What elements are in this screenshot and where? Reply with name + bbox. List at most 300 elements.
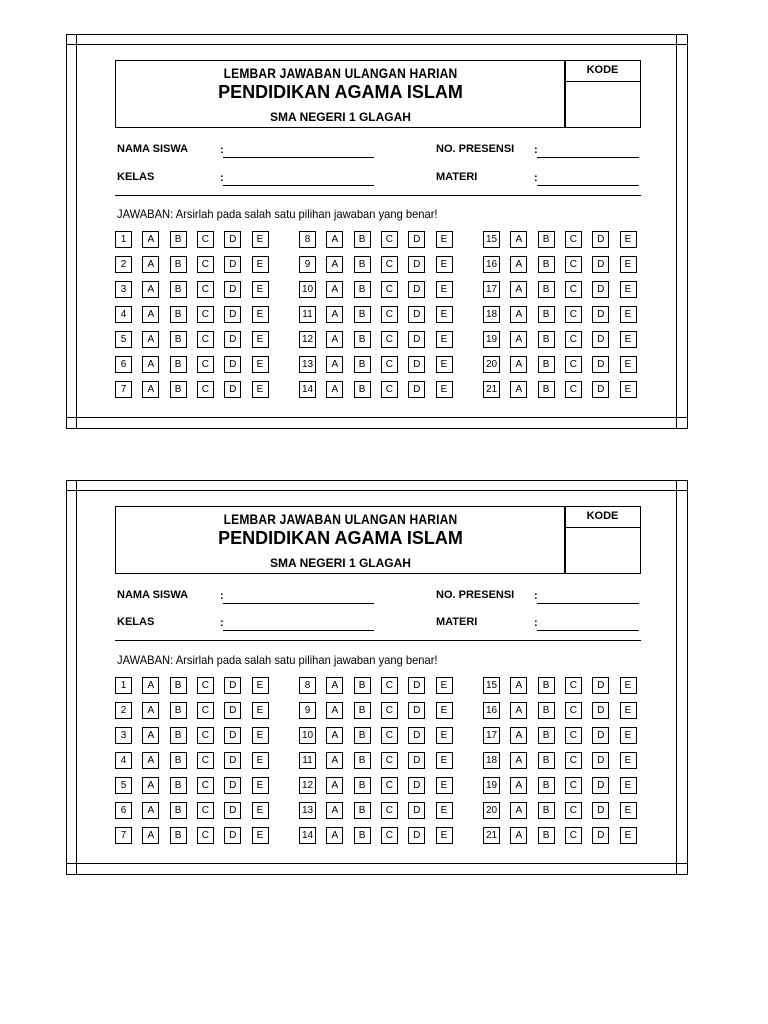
answer-option-c[interactable]: C bbox=[197, 381, 214, 398]
answer-sheet-1 bbox=[66, 34, 688, 429]
answer-option-c[interactable]: C bbox=[197, 827, 214, 844]
answer-option-c[interactable]: C bbox=[565, 777, 582, 794]
answer-option-e[interactable]: E bbox=[436, 827, 453, 844]
answer-option-b[interactable]: B bbox=[538, 702, 555, 719]
divider bbox=[115, 195, 641, 196]
materi-label: MATERI bbox=[436, 616, 478, 628]
answer-option-d[interactable]: D bbox=[224, 281, 241, 298]
answer-option-b[interactable]: B bbox=[170, 281, 187, 298]
answer-option-e[interactable]: E bbox=[436, 231, 453, 248]
colon: : bbox=[534, 144, 538, 156]
kelas-label: KELAS bbox=[117, 616, 155, 628]
answer-option-c[interactable]: C bbox=[565, 702, 582, 719]
answer-option-b[interactable]: B bbox=[354, 702, 371, 719]
answer-option-c[interactable]: C bbox=[197, 331, 214, 348]
answer-option-b[interactable]: B bbox=[354, 381, 371, 398]
answer-option-b[interactable]: B bbox=[354, 802, 371, 819]
question-number: 5 bbox=[115, 331, 132, 348]
answer-option-e[interactable]: E bbox=[436, 281, 453, 298]
answer-option-c[interactable]: C bbox=[197, 306, 214, 323]
materi-field[interactable] bbox=[537, 630, 639, 631]
materi-label: MATERI bbox=[436, 171, 478, 183]
answer-option-a[interactable]: A bbox=[142, 777, 159, 794]
answer-option-a[interactable]: A bbox=[142, 827, 159, 844]
colon: : bbox=[534, 590, 538, 602]
answer-option-a[interactable]: A bbox=[142, 281, 159, 298]
kelas-label: KELAS bbox=[117, 171, 155, 183]
question-number: 14 bbox=[299, 381, 316, 398]
answer-option-e[interactable]: E bbox=[620, 306, 637, 323]
question-number: 1 bbox=[115, 677, 132, 694]
frame-line bbox=[66, 417, 688, 418]
answer-option-d[interactable]: D bbox=[408, 727, 425, 744]
colon: : bbox=[220, 172, 224, 184]
answer-option-c[interactable]: C bbox=[381, 702, 398, 719]
question-number: 18 bbox=[483, 306, 500, 323]
answer-option-b[interactable]: B bbox=[354, 752, 371, 769]
answer-option-a[interactable]: A bbox=[326, 777, 343, 794]
answer-option-d[interactable]: D bbox=[592, 827, 609, 844]
answer-option-d[interactable]: D bbox=[408, 381, 425, 398]
answer-option-c[interactable]: C bbox=[197, 356, 214, 373]
answer-option-c[interactable]: C bbox=[381, 281, 398, 298]
question-number: 12 bbox=[299, 331, 316, 348]
answer-option-d[interactable]: D bbox=[224, 356, 241, 373]
question-number: 11 bbox=[299, 752, 316, 769]
answer-option-e[interactable]: E bbox=[620, 752, 637, 769]
question-number: 9 bbox=[299, 702, 316, 719]
answer-option-b[interactable]: B bbox=[538, 356, 555, 373]
answer-option-c[interactable]: C bbox=[197, 752, 214, 769]
answer-option-e[interactable]: E bbox=[436, 356, 453, 373]
answer-option-d[interactable]: D bbox=[408, 702, 425, 719]
answer-option-e[interactable]: E bbox=[252, 281, 269, 298]
answer-option-d[interactable]: D bbox=[224, 702, 241, 719]
no-presensi-label: NO. PRESENSI bbox=[436, 589, 515, 601]
answer-option-b[interactable]: B bbox=[354, 727, 371, 744]
answer-option-e[interactable]: E bbox=[620, 727, 637, 744]
answer-option-e[interactable]: E bbox=[252, 231, 269, 248]
answer-option-e[interactable]: E bbox=[252, 777, 269, 794]
answer-option-c[interactable]: C bbox=[381, 306, 398, 323]
answer-option-b[interactable]: B bbox=[538, 727, 555, 744]
answer-option-a[interactable]: A bbox=[142, 306, 159, 323]
answer-option-a[interactable]: A bbox=[142, 802, 159, 819]
question-number: 7 bbox=[115, 827, 132, 844]
answer-option-c[interactable]: C bbox=[565, 256, 582, 273]
answer-option-c[interactable]: C bbox=[565, 827, 582, 844]
answer-option-b[interactable]: B bbox=[354, 231, 371, 248]
answer-option-d[interactable]: D bbox=[224, 827, 241, 844]
answer-option-c[interactable]: C bbox=[565, 381, 582, 398]
school-name: SMA NEGERI 1 GLAGAH bbox=[270, 556, 411, 570]
frame-line bbox=[76, 34, 77, 429]
question-number: 20 bbox=[483, 356, 500, 373]
question-number: 21 bbox=[483, 381, 500, 398]
answer-option-d[interactable]: D bbox=[592, 752, 609, 769]
answer-option-d[interactable]: D bbox=[408, 777, 425, 794]
answer-option-b[interactable]: B bbox=[354, 677, 371, 694]
question-number: 7 bbox=[115, 381, 132, 398]
question-number: 20 bbox=[483, 802, 500, 819]
answer-option-c[interactable]: C bbox=[381, 827, 398, 844]
kelas-field[interactable] bbox=[223, 630, 374, 631]
answer-option-d[interactable]: D bbox=[408, 827, 425, 844]
answer-option-d[interactable]: D bbox=[408, 677, 425, 694]
answer-option-c[interactable]: C bbox=[381, 802, 398, 819]
answer-option-b[interactable]: B bbox=[170, 702, 187, 719]
answer-option-c[interactable]: C bbox=[381, 677, 398, 694]
frame-line bbox=[66, 490, 688, 491]
colon: : bbox=[220, 590, 224, 602]
divider bbox=[115, 640, 641, 641]
kode-box[interactable] bbox=[564, 60, 641, 128]
answer-option-d[interactable]: D bbox=[224, 677, 241, 694]
answer-option-d[interactable]: D bbox=[408, 281, 425, 298]
answer-option-b[interactable]: B bbox=[354, 306, 371, 323]
question-number: 17 bbox=[483, 727, 500, 744]
answer-option-d[interactable]: D bbox=[224, 727, 241, 744]
answer-option-b[interactable]: B bbox=[538, 331, 555, 348]
question-number: 6 bbox=[115, 802, 132, 819]
answer-option-b[interactable]: B bbox=[538, 752, 555, 769]
answer-option-b[interactable]: B bbox=[354, 356, 371, 373]
answer-option-a[interactable]: A bbox=[326, 331, 343, 348]
answer-option-e[interactable]: E bbox=[252, 381, 269, 398]
answer-option-c[interactable]: C bbox=[197, 677, 214, 694]
answer-option-d[interactable]: D bbox=[224, 802, 241, 819]
answer-option-a[interactable]: A bbox=[326, 231, 343, 248]
answer-option-a[interactable]: A bbox=[326, 306, 343, 323]
answer-option-e[interactable]: E bbox=[620, 256, 637, 273]
answer-option-b[interactable]: B bbox=[170, 777, 187, 794]
answer-option-c[interactable]: C bbox=[197, 727, 214, 744]
answer-option-a[interactable]: A bbox=[142, 231, 159, 248]
answer-option-a[interactable]: A bbox=[326, 702, 343, 719]
answer-option-e[interactable]: E bbox=[436, 777, 453, 794]
school-name: SMA NEGERI 1 GLAGAH bbox=[270, 110, 411, 124]
frame-line bbox=[76, 480, 77, 875]
answer-option-e[interactable]: E bbox=[620, 802, 637, 819]
kode-box[interactable] bbox=[564, 506, 641, 574]
answer-option-d[interactable]: D bbox=[592, 677, 609, 694]
answer-option-b[interactable]: B bbox=[170, 727, 187, 744]
answer-option-a[interactable]: A bbox=[142, 677, 159, 694]
question-number: 2 bbox=[115, 702, 132, 719]
question-number: 3 bbox=[115, 727, 132, 744]
kode-label: KODE bbox=[565, 507, 640, 528]
question-number: 6 bbox=[115, 356, 132, 373]
question-number: 19 bbox=[483, 777, 500, 794]
answer-option-d[interactable]: D bbox=[592, 331, 609, 348]
no-presensi-label: NO. PRESENSI bbox=[436, 143, 515, 155]
answer-option-e[interactable]: E bbox=[252, 727, 269, 744]
answer-option-a[interactable]: A bbox=[326, 727, 343, 744]
question-number: 1 bbox=[115, 231, 132, 248]
answer-option-e[interactable]: E bbox=[436, 331, 453, 348]
question-number: 3 bbox=[115, 281, 132, 298]
answer-option-c[interactable]: C bbox=[565, 356, 582, 373]
answer-option-b[interactable]: B bbox=[354, 777, 371, 794]
answer-option-a[interactable]: A bbox=[326, 256, 343, 273]
answer-option-b[interactable]: B bbox=[538, 306, 555, 323]
frame-line bbox=[676, 480, 677, 875]
answer-option-d[interactable]: D bbox=[224, 231, 241, 248]
answer-option-e[interactable]: E bbox=[252, 802, 269, 819]
sheet-title: LEMBAR JAWABAN ULANGAN HARIAN bbox=[223, 511, 458, 527]
answer-option-d[interactable]: D bbox=[408, 802, 425, 819]
answer-option-c[interactable]: C bbox=[197, 256, 214, 273]
answer-option-d[interactable]: D bbox=[592, 802, 609, 819]
answer-option-b[interactable]: B bbox=[538, 231, 555, 248]
answer-option-b[interactable]: B bbox=[538, 802, 555, 819]
answer-option-c[interactable]: C bbox=[381, 752, 398, 769]
question-number: 12 bbox=[299, 777, 316, 794]
answer-option-a[interactable]: A bbox=[142, 752, 159, 769]
answer-option-c[interactable]: C bbox=[565, 677, 582, 694]
answer-option-e[interactable]: E bbox=[252, 827, 269, 844]
answer-option-a[interactable]: A bbox=[142, 381, 159, 398]
question-number: 16 bbox=[483, 702, 500, 719]
answer-option-d[interactable]: D bbox=[592, 306, 609, 323]
answer-option-c[interactable]: C bbox=[565, 802, 582, 819]
question-number: 18 bbox=[483, 752, 500, 769]
answer-option-a[interactable]: A bbox=[326, 827, 343, 844]
question-number: 15 bbox=[483, 231, 500, 248]
answer-option-e[interactable]: E bbox=[252, 331, 269, 348]
question-number: 14 bbox=[299, 827, 316, 844]
question-number: 13 bbox=[299, 356, 316, 373]
answer-option-c[interactable]: C bbox=[565, 331, 582, 348]
answer-option-b[interactable]: B bbox=[170, 306, 187, 323]
answer-option-e[interactable]: E bbox=[620, 331, 637, 348]
answer-option-b[interactable]: B bbox=[538, 281, 555, 298]
answer-option-e[interactable]: E bbox=[252, 356, 269, 373]
answer-option-e[interactable]: E bbox=[436, 702, 453, 719]
answer-option-c[interactable]: C bbox=[197, 702, 214, 719]
colon: : bbox=[534, 617, 538, 629]
answer-option-a[interactable]: A bbox=[142, 727, 159, 744]
answer-option-a[interactable]: A bbox=[510, 381, 527, 398]
question-number: 10 bbox=[299, 281, 316, 298]
answer-option-a[interactable]: A bbox=[510, 802, 527, 819]
answer-option-a[interactable]: A bbox=[510, 281, 527, 298]
question-number: 13 bbox=[299, 802, 316, 819]
answer-option-c[interactable]: C bbox=[197, 802, 214, 819]
question-number: 10 bbox=[299, 727, 316, 744]
answer-option-b[interactable]: B bbox=[170, 331, 187, 348]
answer-option-a[interactable]: A bbox=[326, 752, 343, 769]
answer-option-a[interactable]: A bbox=[326, 356, 343, 373]
answer-option-e[interactable]: E bbox=[436, 677, 453, 694]
answer-option-b[interactable]: B bbox=[170, 231, 187, 248]
answer-option-a[interactable]: A bbox=[326, 381, 343, 398]
answer-option-b[interactable]: B bbox=[170, 356, 187, 373]
answer-option-c[interactable]: C bbox=[381, 231, 398, 248]
answer-option-b[interactable]: B bbox=[538, 777, 555, 794]
answer-option-a[interactable]: A bbox=[510, 827, 527, 844]
answer-option-a[interactable]: A bbox=[510, 231, 527, 248]
answer-option-d[interactable]: D bbox=[592, 356, 609, 373]
answer-option-c[interactable]: C bbox=[565, 752, 582, 769]
nama-siswa-label: NAMA SISWA bbox=[117, 589, 189, 601]
answer-option-c[interactable]: C bbox=[381, 777, 398, 794]
answer-option-a[interactable]: A bbox=[142, 356, 159, 373]
kelas-field[interactable] bbox=[223, 185, 374, 186]
answer-option-e[interactable]: E bbox=[620, 381, 637, 398]
answer-option-c[interactable]: C bbox=[381, 381, 398, 398]
answer-option-c[interactable]: C bbox=[381, 331, 398, 348]
answer-option-e[interactable]: E bbox=[620, 777, 637, 794]
no-presensi-field[interactable] bbox=[537, 157, 639, 158]
answer-option-d[interactable]: D bbox=[408, 331, 425, 348]
answer-option-d[interactable]: D bbox=[224, 752, 241, 769]
answer-option-e[interactable]: E bbox=[436, 306, 453, 323]
answer-option-d[interactable]: D bbox=[592, 281, 609, 298]
frame-line bbox=[66, 44, 688, 45]
answer-option-d[interactable]: D bbox=[224, 306, 241, 323]
answer-option-b[interactable]: B bbox=[538, 381, 555, 398]
answer-option-c[interactable]: C bbox=[565, 727, 582, 744]
answer-option-c[interactable]: C bbox=[381, 356, 398, 373]
question-number: 5 bbox=[115, 777, 132, 794]
question-number: 8 bbox=[299, 231, 316, 248]
frame-line bbox=[66, 863, 688, 864]
answer-option-d[interactable]: D bbox=[592, 256, 609, 273]
answer-option-e[interactable]: E bbox=[252, 702, 269, 719]
answer-option-b[interactable]: B bbox=[170, 677, 187, 694]
answer-option-d[interactable]: D bbox=[592, 702, 609, 719]
materi-field[interactable] bbox=[537, 185, 639, 186]
answer-option-e[interactable]: E bbox=[620, 356, 637, 373]
answer-option-d[interactable]: D bbox=[408, 231, 425, 248]
answer-option-e[interactable]: E bbox=[436, 727, 453, 744]
answer-option-c[interactable]: C bbox=[381, 256, 398, 273]
answer-option-c[interactable]: C bbox=[565, 306, 582, 323]
answer-option-e[interactable]: E bbox=[252, 752, 269, 769]
question-number: 8 bbox=[299, 677, 316, 694]
answer-option-b[interactable]: B bbox=[354, 281, 371, 298]
answer-option-e[interactable]: E bbox=[436, 381, 453, 398]
nama-siswa-field[interactable] bbox=[223, 603, 374, 604]
answer-option-e[interactable]: E bbox=[252, 677, 269, 694]
answer-option-c[interactable]: C bbox=[197, 777, 214, 794]
question-number: 9 bbox=[299, 256, 316, 273]
question-number: 21 bbox=[483, 827, 500, 844]
answer-option-d[interactable]: D bbox=[224, 331, 241, 348]
answer-option-a[interactable]: A bbox=[326, 802, 343, 819]
answer-option-a[interactable]: A bbox=[510, 752, 527, 769]
answer-option-b[interactable]: B bbox=[170, 802, 187, 819]
answer-option-a[interactable]: A bbox=[510, 677, 527, 694]
answer-option-b[interactable]: B bbox=[538, 827, 555, 844]
answer-option-a[interactable]: A bbox=[326, 281, 343, 298]
answer-option-e[interactable]: E bbox=[436, 752, 453, 769]
instruction-text: JAWABAN: Arsirlah pada salah satu pilihan jawaban yang benar! bbox=[117, 653, 438, 667]
question-number: 2 bbox=[115, 256, 132, 273]
no-presensi-field[interactable] bbox=[537, 603, 639, 604]
answer-option-d[interactable]: D bbox=[224, 256, 241, 273]
answer-option-e[interactable]: E bbox=[620, 281, 637, 298]
question-number: 15 bbox=[483, 677, 500, 694]
answer-option-d[interactable]: D bbox=[408, 256, 425, 273]
colon: : bbox=[220, 144, 224, 156]
answer-option-b[interactable]: B bbox=[538, 256, 555, 273]
answer-option-d[interactable]: D bbox=[592, 727, 609, 744]
answer-option-a[interactable]: A bbox=[142, 256, 159, 273]
question-number: 11 bbox=[299, 306, 316, 323]
answer-option-d[interactable]: D bbox=[224, 381, 241, 398]
answer-option-e[interactable]: E bbox=[620, 702, 637, 719]
colon: : bbox=[534, 172, 538, 184]
answer-option-b[interactable]: B bbox=[354, 331, 371, 348]
answer-option-d[interactable]: D bbox=[592, 381, 609, 398]
answer-option-c[interactable]: C bbox=[197, 231, 214, 248]
answer-option-a[interactable]: A bbox=[510, 306, 527, 323]
colon: : bbox=[220, 617, 224, 629]
answer-option-a[interactable]: A bbox=[510, 702, 527, 719]
answer-option-a[interactable]: A bbox=[510, 777, 527, 794]
answer-option-d[interactable]: D bbox=[224, 777, 241, 794]
answer-option-c[interactable]: C bbox=[565, 281, 582, 298]
answer-option-b[interactable]: B bbox=[354, 256, 371, 273]
answer-option-a[interactable]: A bbox=[510, 331, 527, 348]
answer-option-e[interactable]: E bbox=[620, 231, 637, 248]
answer-option-e[interactable]: E bbox=[620, 677, 637, 694]
question-number: 16 bbox=[483, 256, 500, 273]
sheet-title: LEMBAR JAWABAN ULANGAN HARIAN bbox=[223, 65, 458, 81]
answer-option-d[interactable]: D bbox=[408, 356, 425, 373]
answer-option-e[interactable]: E bbox=[252, 256, 269, 273]
answer-option-b[interactable]: B bbox=[170, 256, 187, 273]
question-number: 19 bbox=[483, 331, 500, 348]
answer-option-b[interactable]: B bbox=[170, 827, 187, 844]
answer-option-d[interactable]: D bbox=[592, 231, 609, 248]
answer-option-d[interactable]: D bbox=[408, 752, 425, 769]
answer-option-d[interactable]: D bbox=[408, 306, 425, 323]
answer-option-c[interactable]: C bbox=[381, 727, 398, 744]
answer-option-a[interactable]: A bbox=[326, 677, 343, 694]
header-box bbox=[115, 506, 566, 574]
nama-siswa-label: NAMA SISWA bbox=[117, 143, 189, 155]
answer-option-c[interactable]: C bbox=[565, 231, 582, 248]
instruction-text: JAWABAN: Arsirlah pada salah satu pilihan jawaban yang benar! bbox=[117, 207, 438, 221]
answer-option-b[interactable]: B bbox=[354, 827, 371, 844]
answer-option-e[interactable]: E bbox=[436, 802, 453, 819]
answer-option-e[interactable]: E bbox=[436, 256, 453, 273]
answer-option-a[interactable]: A bbox=[510, 356, 527, 373]
kode-label: KODE bbox=[565, 61, 640, 82]
question-number: 17 bbox=[483, 281, 500, 298]
answer-option-c[interactable]: C bbox=[197, 281, 214, 298]
answer-option-a[interactable]: A bbox=[142, 702, 159, 719]
answer-sheet-2 bbox=[66, 480, 688, 875]
header-box bbox=[115, 60, 566, 128]
answer-option-b[interactable]: B bbox=[538, 677, 555, 694]
subject-title: PENDIDIKAN AGAMA ISLAM bbox=[218, 82, 463, 102]
answer-option-a[interactable]: A bbox=[510, 727, 527, 744]
nama-siswa-field[interactable] bbox=[223, 157, 374, 158]
question-number: 4 bbox=[115, 306, 132, 323]
question-number: 4 bbox=[115, 752, 132, 769]
answer-option-e[interactable]: E bbox=[620, 827, 637, 844]
answer-option-a[interactable]: A bbox=[510, 256, 527, 273]
answer-option-a[interactable]: A bbox=[142, 331, 159, 348]
answer-option-e[interactable]: E bbox=[252, 306, 269, 323]
answer-option-b[interactable]: B bbox=[170, 752, 187, 769]
answer-option-d[interactable]: D bbox=[592, 777, 609, 794]
answer-option-b[interactable]: B bbox=[170, 381, 187, 398]
